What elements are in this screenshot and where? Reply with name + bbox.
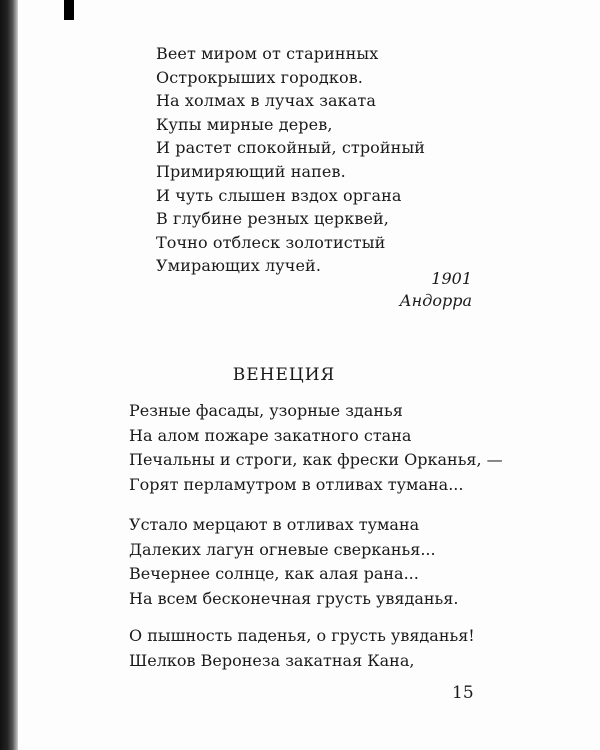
- poem-line: Горят перламутром в отливах тумана...: [129, 474, 464, 494]
- stanza: [129, 513, 458, 611]
- poem-line: И чуть слышен вздох органа: [156, 185, 402, 205]
- poem-line: На алом пожаре закатного стана: [129, 425, 412, 445]
- stanza: [129, 624, 475, 673]
- poem-line: Устало мерцают в отливах тумана: [129, 515, 420, 534]
- poem-line: О пышность паденья, о грусть увяданья!: [129, 626, 475, 645]
- poem-line: Печальны и строги, как фрески Орканья, —: [129, 450, 503, 470]
- poem-line: Примиряющий напев.: [156, 161, 346, 181]
- poem-line: Веет миром от старинных: [156, 44, 379, 63]
- poem-line: Шелков Веронеза закатная Кана,: [129, 650, 415, 670]
- poem-line: На холмах в лучах заката: [156, 91, 376, 111]
- page-edge-mark: [64, 0, 74, 20]
- poem-line: Умирающих лучей.: [156, 256, 322, 276]
- poem-line: Купы мирные дерев,: [156, 114, 333, 134]
- poem-line: Далеких лагун огневые сверканья...: [129, 539, 436, 559]
- poem-line: Точно отблеск золотистый: [156, 232, 386, 252]
- poem-line: Вечернее солнце, как алая рана...: [129, 564, 419, 584]
- poem-line: И растет спокойный, стройный: [156, 138, 426, 158]
- poem-signature: [0, 268, 472, 312]
- poem-line: Острокрыших городков.: [156, 67, 363, 87]
- poem-line: Резные фасады, узорные зданья: [129, 401, 403, 420]
- page-number: 15: [452, 683, 474, 703]
- poem-year: 1901: [431, 269, 472, 288]
- stanza: [129, 399, 503, 497]
- poem-title: ВЕНЕЦИЯ: [232, 365, 336, 385]
- poem-line: В глубине резных церквей,: [156, 209, 389, 229]
- poem-one-text: [156, 42, 425, 278]
- poem-line: На всем бесконечная грусть увяданья.: [129, 588, 459, 608]
- poem-place: Андорра: [399, 291, 472, 310]
